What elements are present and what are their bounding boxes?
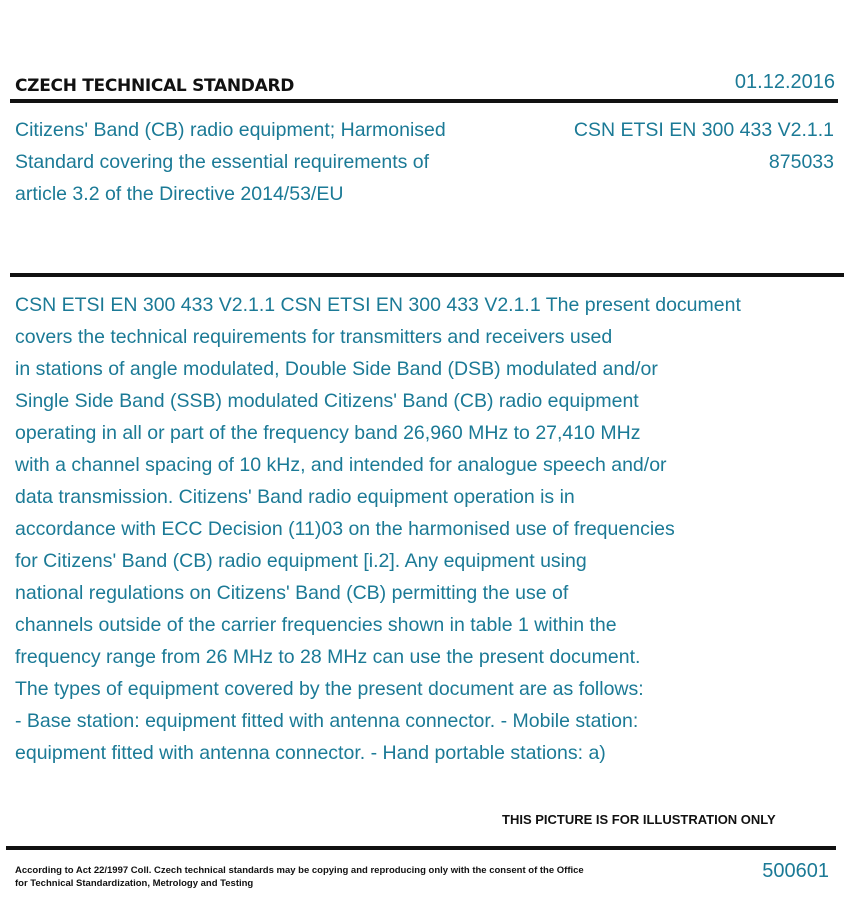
footer-divider: [6, 846, 836, 850]
abstract-line: The types of equipment covered by the present document are as follows:: [15, 678, 644, 700]
abstract-line: Single Side Band (SSB) modulated Citizens' Band (CB) radio equipment: [15, 390, 639, 412]
abstract-line: channels outside of the carrier frequencies shown in table 1 within the: [15, 614, 617, 636]
abstract-line: for Citizens' Band (CB) radio equipment [i.2]. Any equipment using: [15, 550, 587, 572]
standard-title-line: article 3.2 of the Directive 2014/53/EU: [15, 183, 344, 205]
abstract-line: operating in all or part of the frequency band 26,960 MHz to 27,410 MHz: [15, 422, 641, 444]
abstract-line: covers the technical requirements for transmitters and receivers used: [15, 326, 613, 348]
section-divider: [10, 273, 844, 277]
document-abstract: [15, 289, 741, 769]
legal-notice: [15, 864, 595, 890]
publication-date: 01.12.2016: [734, 71, 835, 93]
illustration-notice: THIS PICTURE IS FOR ILLUSTRATION ONLY: [502, 812, 776, 827]
document-category: CZECH TECHNICAL STANDARD: [15, 76, 295, 96]
standard-code: CSN ETSI EN 300 433 V2.1.1: [573, 119, 834, 141]
standard-title-line: Standard covering the essential requirements of: [15, 151, 430, 173]
standard-title-line: Citizens' Band (CB) radio equipment; Harmonised: [15, 119, 446, 141]
abstract-line: CSN ETSI EN 300 433 V2.1.1 CSN ETSI EN 300 433 V2.1.1 The present document: [15, 294, 741, 316]
catalog-code: 500601: [762, 860, 829, 882]
legal-notice-line: for Technical Standardization, Metrology and Testing: [15, 878, 254, 889]
abstract-line: - Base station: equipment fitted with antenna connector. - Mobile station:: [15, 710, 639, 732]
abstract-line: data transmission. Citizens' Band radio equipment operation is in: [15, 486, 575, 508]
abstract-line: national regulations on Citizens' Band (CB) permitting the use of: [15, 582, 569, 604]
legal-notice-line: According to Act 22/1997 Coll. Czech technical standards may be copying and reproducing only with the consent of the Office: [15, 865, 584, 876]
abstract-line: in stations of angle modulated, Double Side Band (DSB) modulated and/or: [15, 358, 658, 380]
standard-identifier: [514, 114, 834, 178]
header-divider: [10, 99, 838, 103]
abstract-line: equipment fitted with antenna connector. - Hand portable stations: a): [15, 742, 606, 764]
standard-number: 875033: [768, 151, 834, 173]
abstract-line: accordance with ECC Decision (11)03 on the harmonised use of frequencies: [15, 518, 675, 540]
abstract-line: with a channel spacing of 10 kHz, and intended for analogue speech and/or: [15, 454, 667, 476]
abstract-line: frequency range from 26 MHz to 28 MHz can use the present document.: [15, 646, 641, 668]
standard-title: [15, 114, 535, 210]
